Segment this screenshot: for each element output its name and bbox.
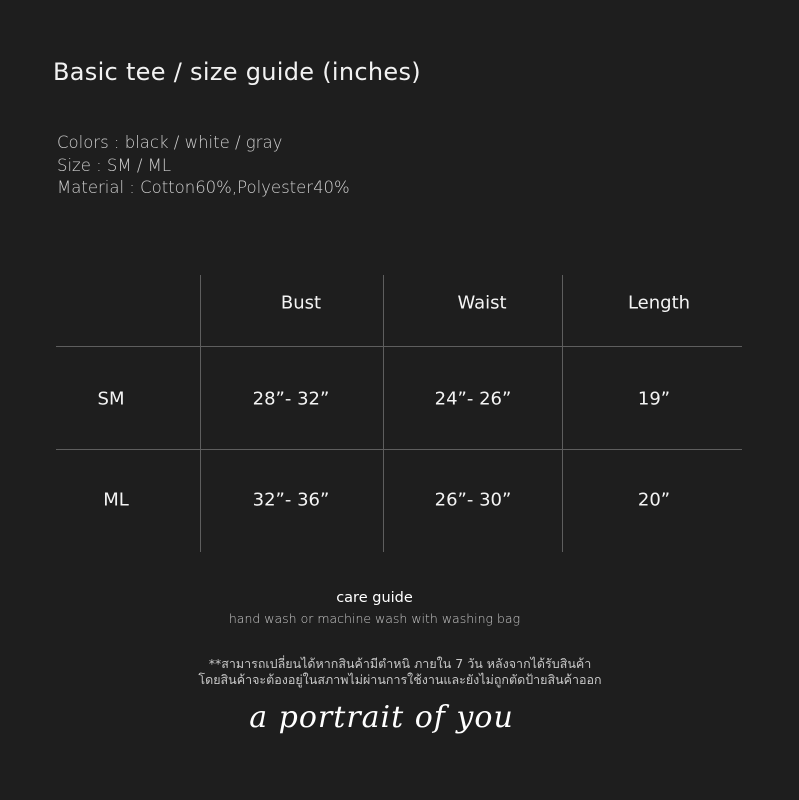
product-specs xyxy=(57,132,350,200)
table-divider xyxy=(200,275,201,552)
row-size-label: ML xyxy=(103,489,129,511)
cell-bust: 32”- 36” xyxy=(252,489,330,511)
cell-length: 19” xyxy=(637,388,671,410)
spec-material: Material : Cotton60%,Polyester40% xyxy=(57,178,350,197)
row-size-label: SM xyxy=(97,388,125,410)
exchange-note-line2: โดยสินค้าจะต้องอยู่ในสภาพไม่ผ่านการใช้งานและยังไม่ถูกตัดป้ายสินค้าออก xyxy=(198,672,602,687)
table-divider xyxy=(56,346,742,347)
brand-signature: a portrait of you xyxy=(249,700,514,735)
cell-waist: 26”- 30” xyxy=(434,489,512,511)
page-title: Basic tee / size guide (inches) xyxy=(53,58,421,86)
cell-length: 20” xyxy=(637,489,671,511)
care-guide-title: care guide xyxy=(336,590,413,606)
size-table xyxy=(56,275,742,552)
spec-size: Size : SM / ML xyxy=(57,155,172,175)
header-waist: Waist xyxy=(457,292,507,314)
spec-colors: Colors : black / white / gray xyxy=(57,133,283,152)
header-length: Length xyxy=(627,292,691,314)
table-divider xyxy=(383,275,384,552)
care-guide-text: hand wash or machine wash with washing bag xyxy=(228,611,521,626)
table-divider xyxy=(562,275,563,552)
cell-bust: 28”- 32” xyxy=(252,388,330,410)
header-bust: Bust xyxy=(280,292,322,314)
table-divider xyxy=(56,449,742,450)
cell-waist: 24”- 26” xyxy=(434,388,512,410)
exchange-note-line1: **สามารถเปลี่ยนได้หากสินค้ามีตำหนิ ภายใน 7 วัน หลังจากได้รับสินค้า xyxy=(208,656,592,671)
